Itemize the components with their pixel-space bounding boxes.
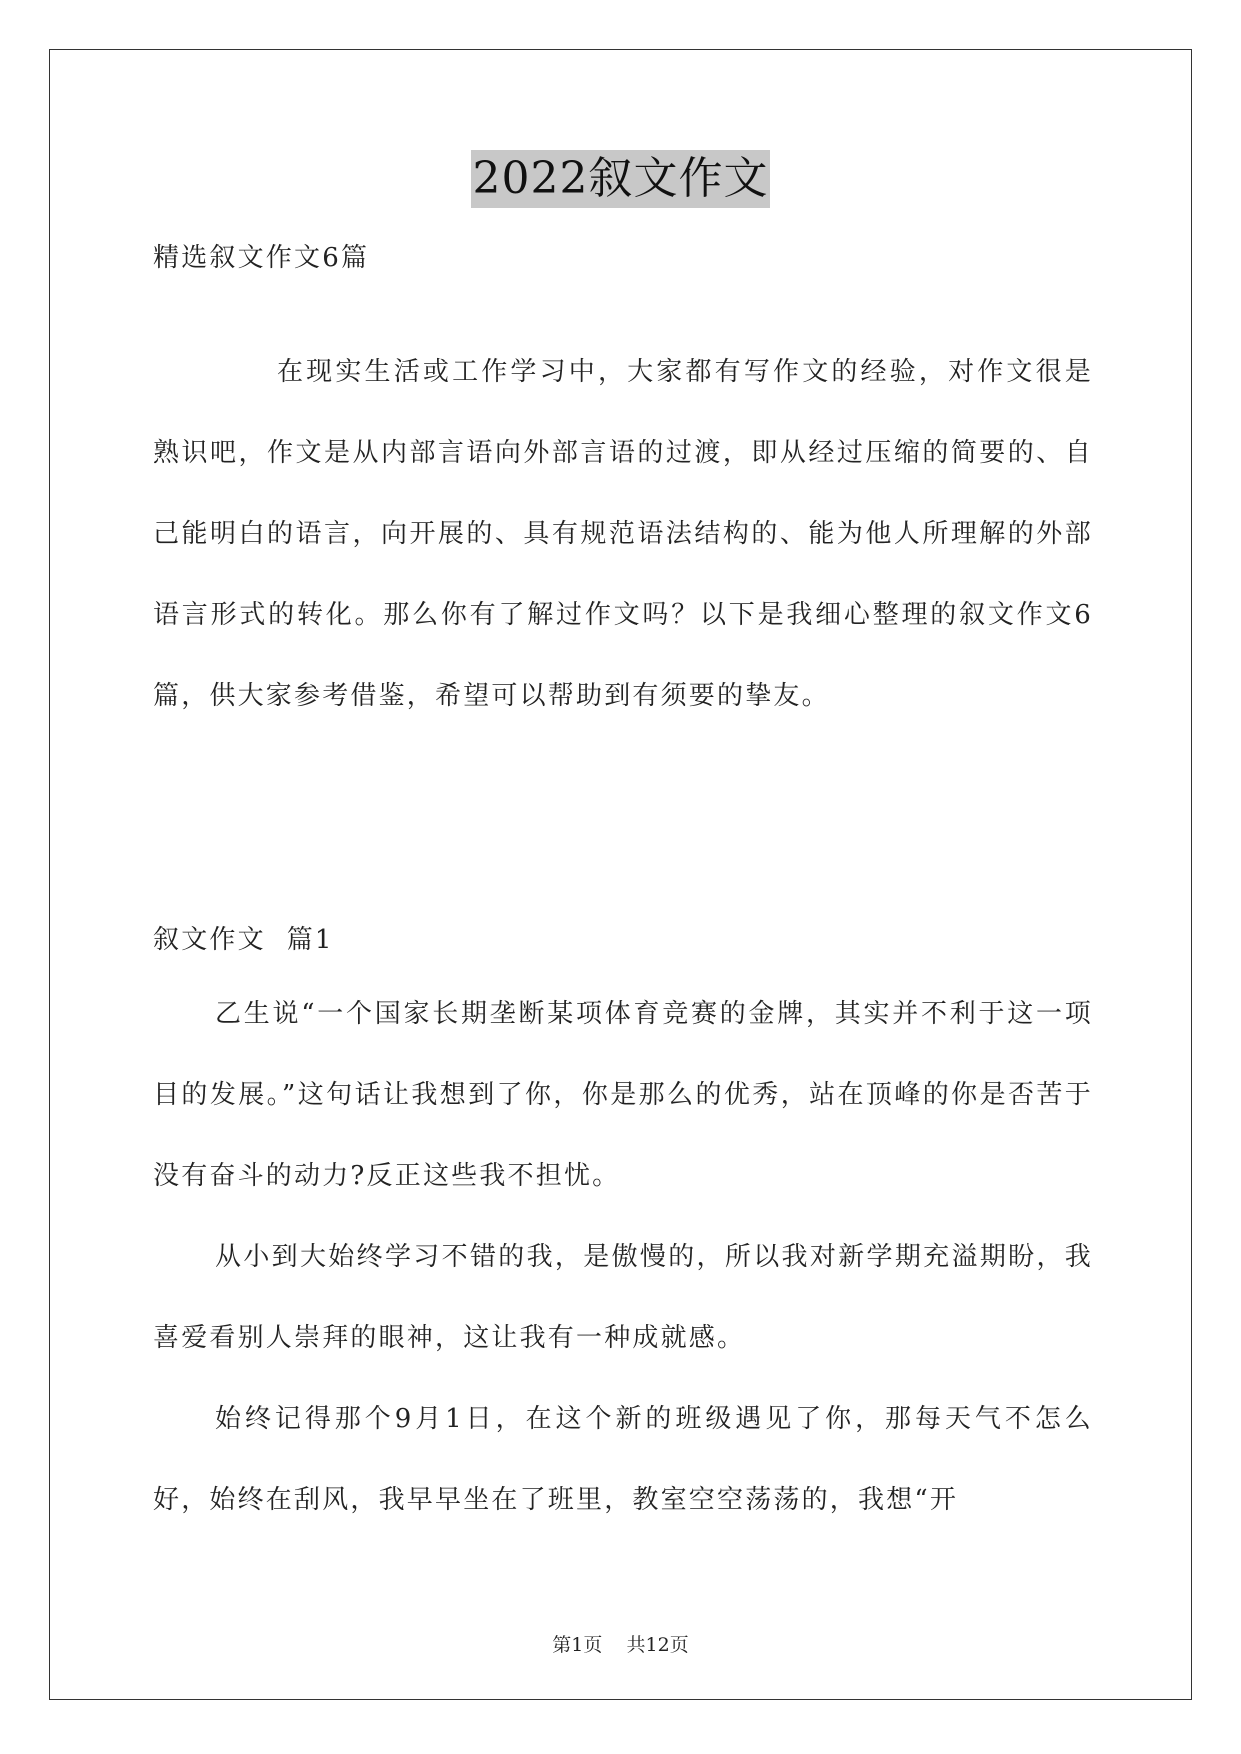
intro-paragraph: 在现实生活或工作学习中，大家都有写作文的经验，对作文很是熟识吧，作文是从内部言语向外部言语的过渡，即从经过压缩的简要的、自己能明白的语言，向开展的、具有规范语法结构的、能为他人所理解的外部语言形式的转化。那么你有了解过作文吗？以下是我细心整理的叙文作文6篇，供大家参考借鉴，希望可以帮助到有须要的挚友。 — [153, 357, 1093, 711]
intro-section — [153, 332, 1093, 737]
section-paragraph: 始终记得那个9月1日，在这个新的班级遇见了你，那每天气不怎么好，始终在刮风，我早早坐在了班里，教室空空荡荡的，我想“开 — [153, 1404, 1093, 1515]
essay-section — [153, 920, 1093, 1541]
page-total: 共12页 — [626, 1634, 689, 1656]
section-heading: 叙文作文 篇1 — [153, 925, 334, 955]
section-paragraph: 乙生说“一个国家长期垄断某项体育竞赛的金牌，其实并不利于这一项目的发展。”这句话让我想到了你，你是那么的优秀，站在顶峰的你是否苦于没有奋斗的动力?反正这些我不担忧。 — [153, 999, 1093, 1191]
document-title: 2022叙文作文 — [471, 150, 771, 208]
section-paragraph: 从小到大始终学习不错的我，是傲慢的，所以我对新学期充溢期盼，我喜爱看别人崇拜的眼神，这让我有一种成就感。 — [153, 1242, 1093, 1353]
document-subtitle: 精选叙文作文6篇 — [153, 243, 370, 273]
page-footer — [0, 1630, 1241, 1657]
section-body — [153, 974, 1093, 1541]
title-container — [0, 150, 1241, 208]
page-number: 第1页 — [552, 1634, 603, 1656]
